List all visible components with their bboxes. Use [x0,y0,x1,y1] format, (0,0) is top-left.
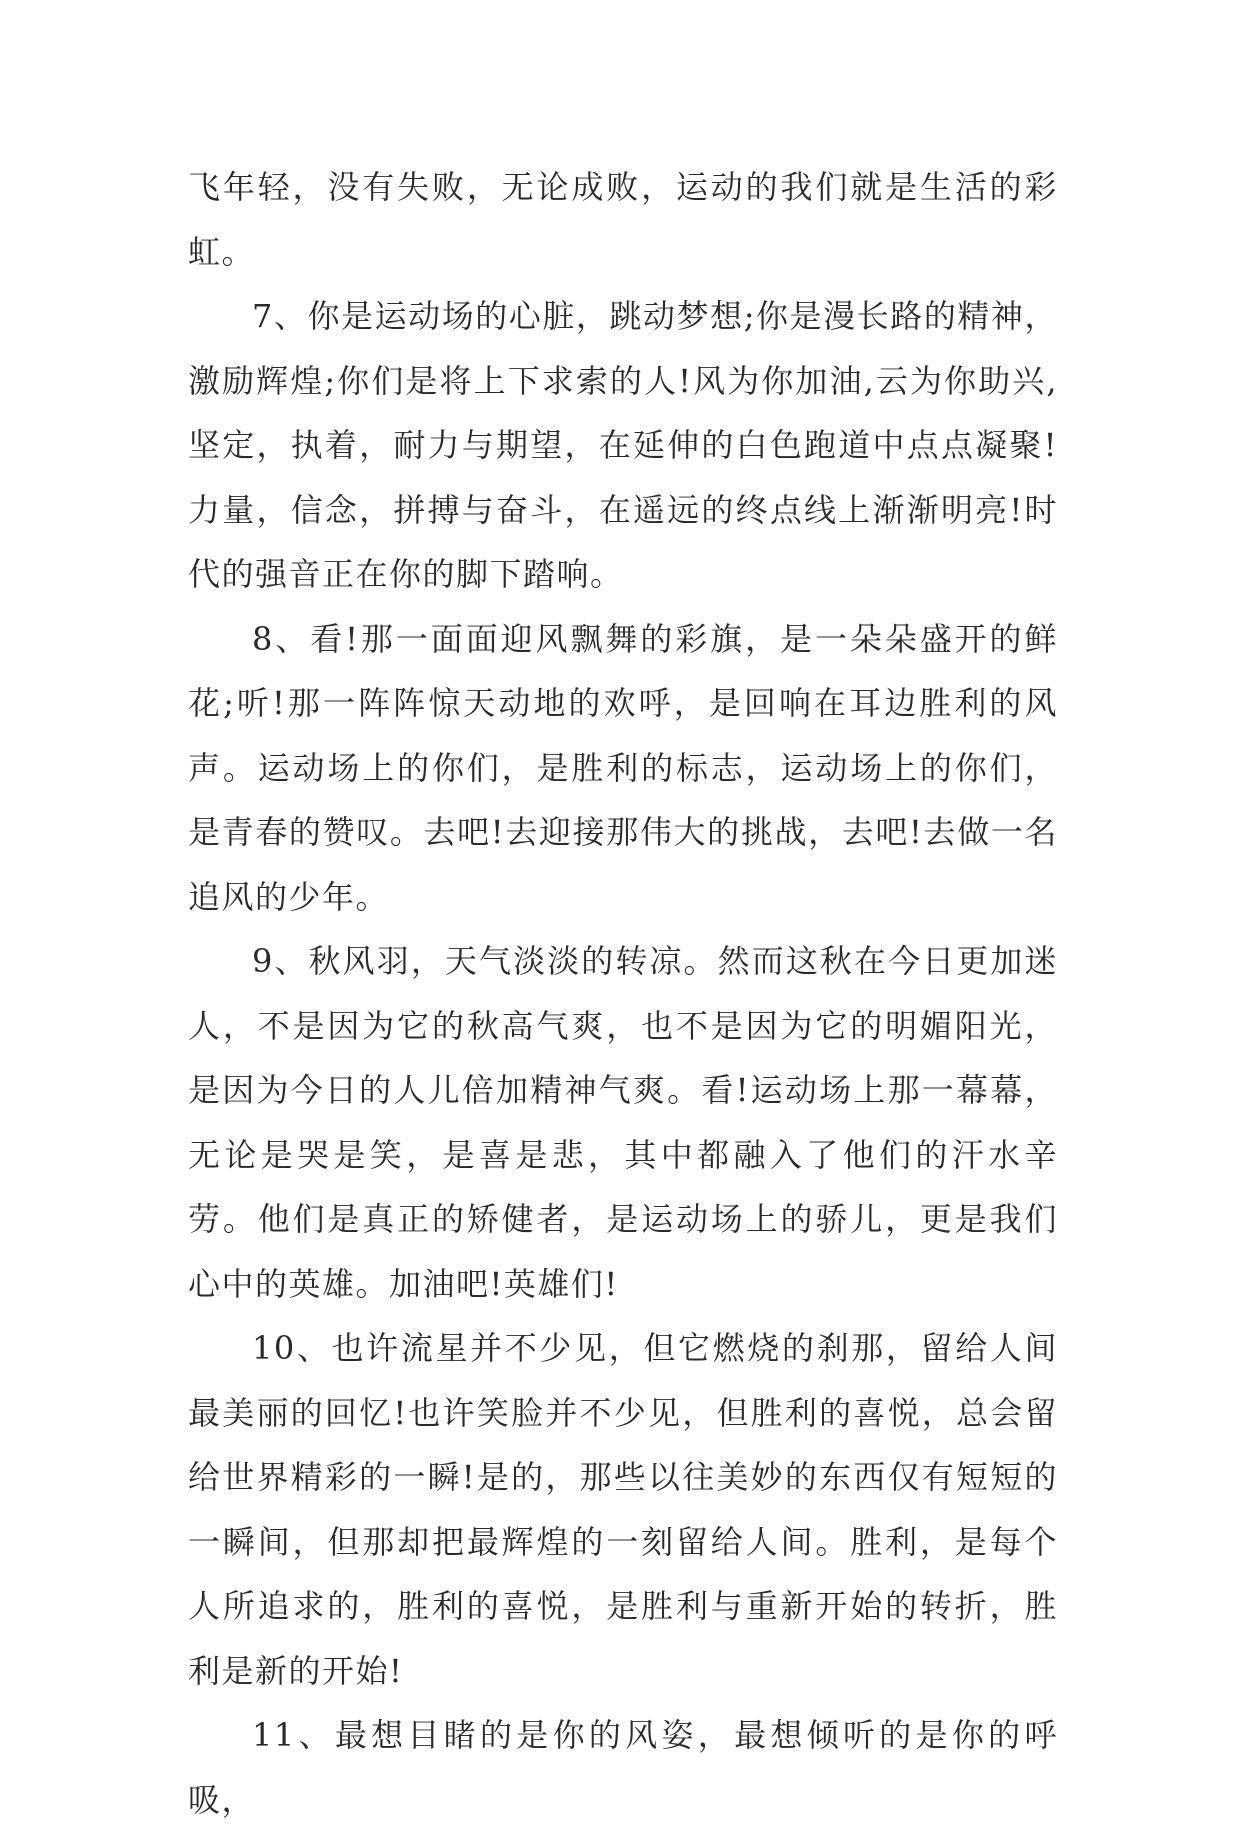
paragraph-item-11: 11、最想目睹的是你的风姿，最想倾听的是你的呼吸， [188,1716,1058,1819]
paragraph-item-7: 7、你是运动场的心脏，跳动梦想;你是漫长路的精神，激励辉煌;你们是将上下求索的人!风为你加油,云为你助兴,坚定，执着，耐力与期望，在延伸的白色跑道中点点凝聚!力量，信念，拼搏与奋斗，在遥远的终点线上渐渐明亮!时代的强音正在你的脚下踏响。 [188,297,1058,593]
paragraph-item-9: 9、秋风羽，天气淡淡的转凉。然而这秋在今日更加迷人，不是因为它的秋高气爽，也不是因为它的明媚阳光，是因为今日的人儿倍加精神气爽。看!运动场上那一幕幕，无论是哭是笑，是喜是悲，其中都融入了他们的汗水辛劳。他们是真正的矫健者，是运动场上的骄儿，更是我们心中的英雄。加油吧!英雄们! [188,942,1058,1303]
paragraph-item-8: 8、看!那一面面迎风飘舞的彩旗，是一朵朵盛开的鲜花;听!那一阵阵惊天动地的欢呼，是回响在耳边胜利的风声。运动场上的你们，是胜利的标志，运动场上的你们，是青春的赞叹。去吧!去迎接那伟大的挑战，去吧!去做一名追风的少年。 [188,619,1058,916]
document-page [188,155,1058,1832]
paragraph-item-10: 10、也许流星并不少见，但它燃烧的刹那，留给人间最美丽的回忆!也许笑脸并不少见，但胜利的喜悦，总会留给世界精彩的一瞬!是的，那些以往美妙的东西仅有短短的一瞬间，但那却把最辉煌的一刻留给人间。胜利，是每个人所追求的，胜利的喜悦，是胜利与重新开始的转折，胜利是新的开始! [188,1329,1058,1690]
paragraph-continuation: 飞年轻，没有失败，无论成败，运动的我们就是生活的彩虹。 [188,168,1058,271]
